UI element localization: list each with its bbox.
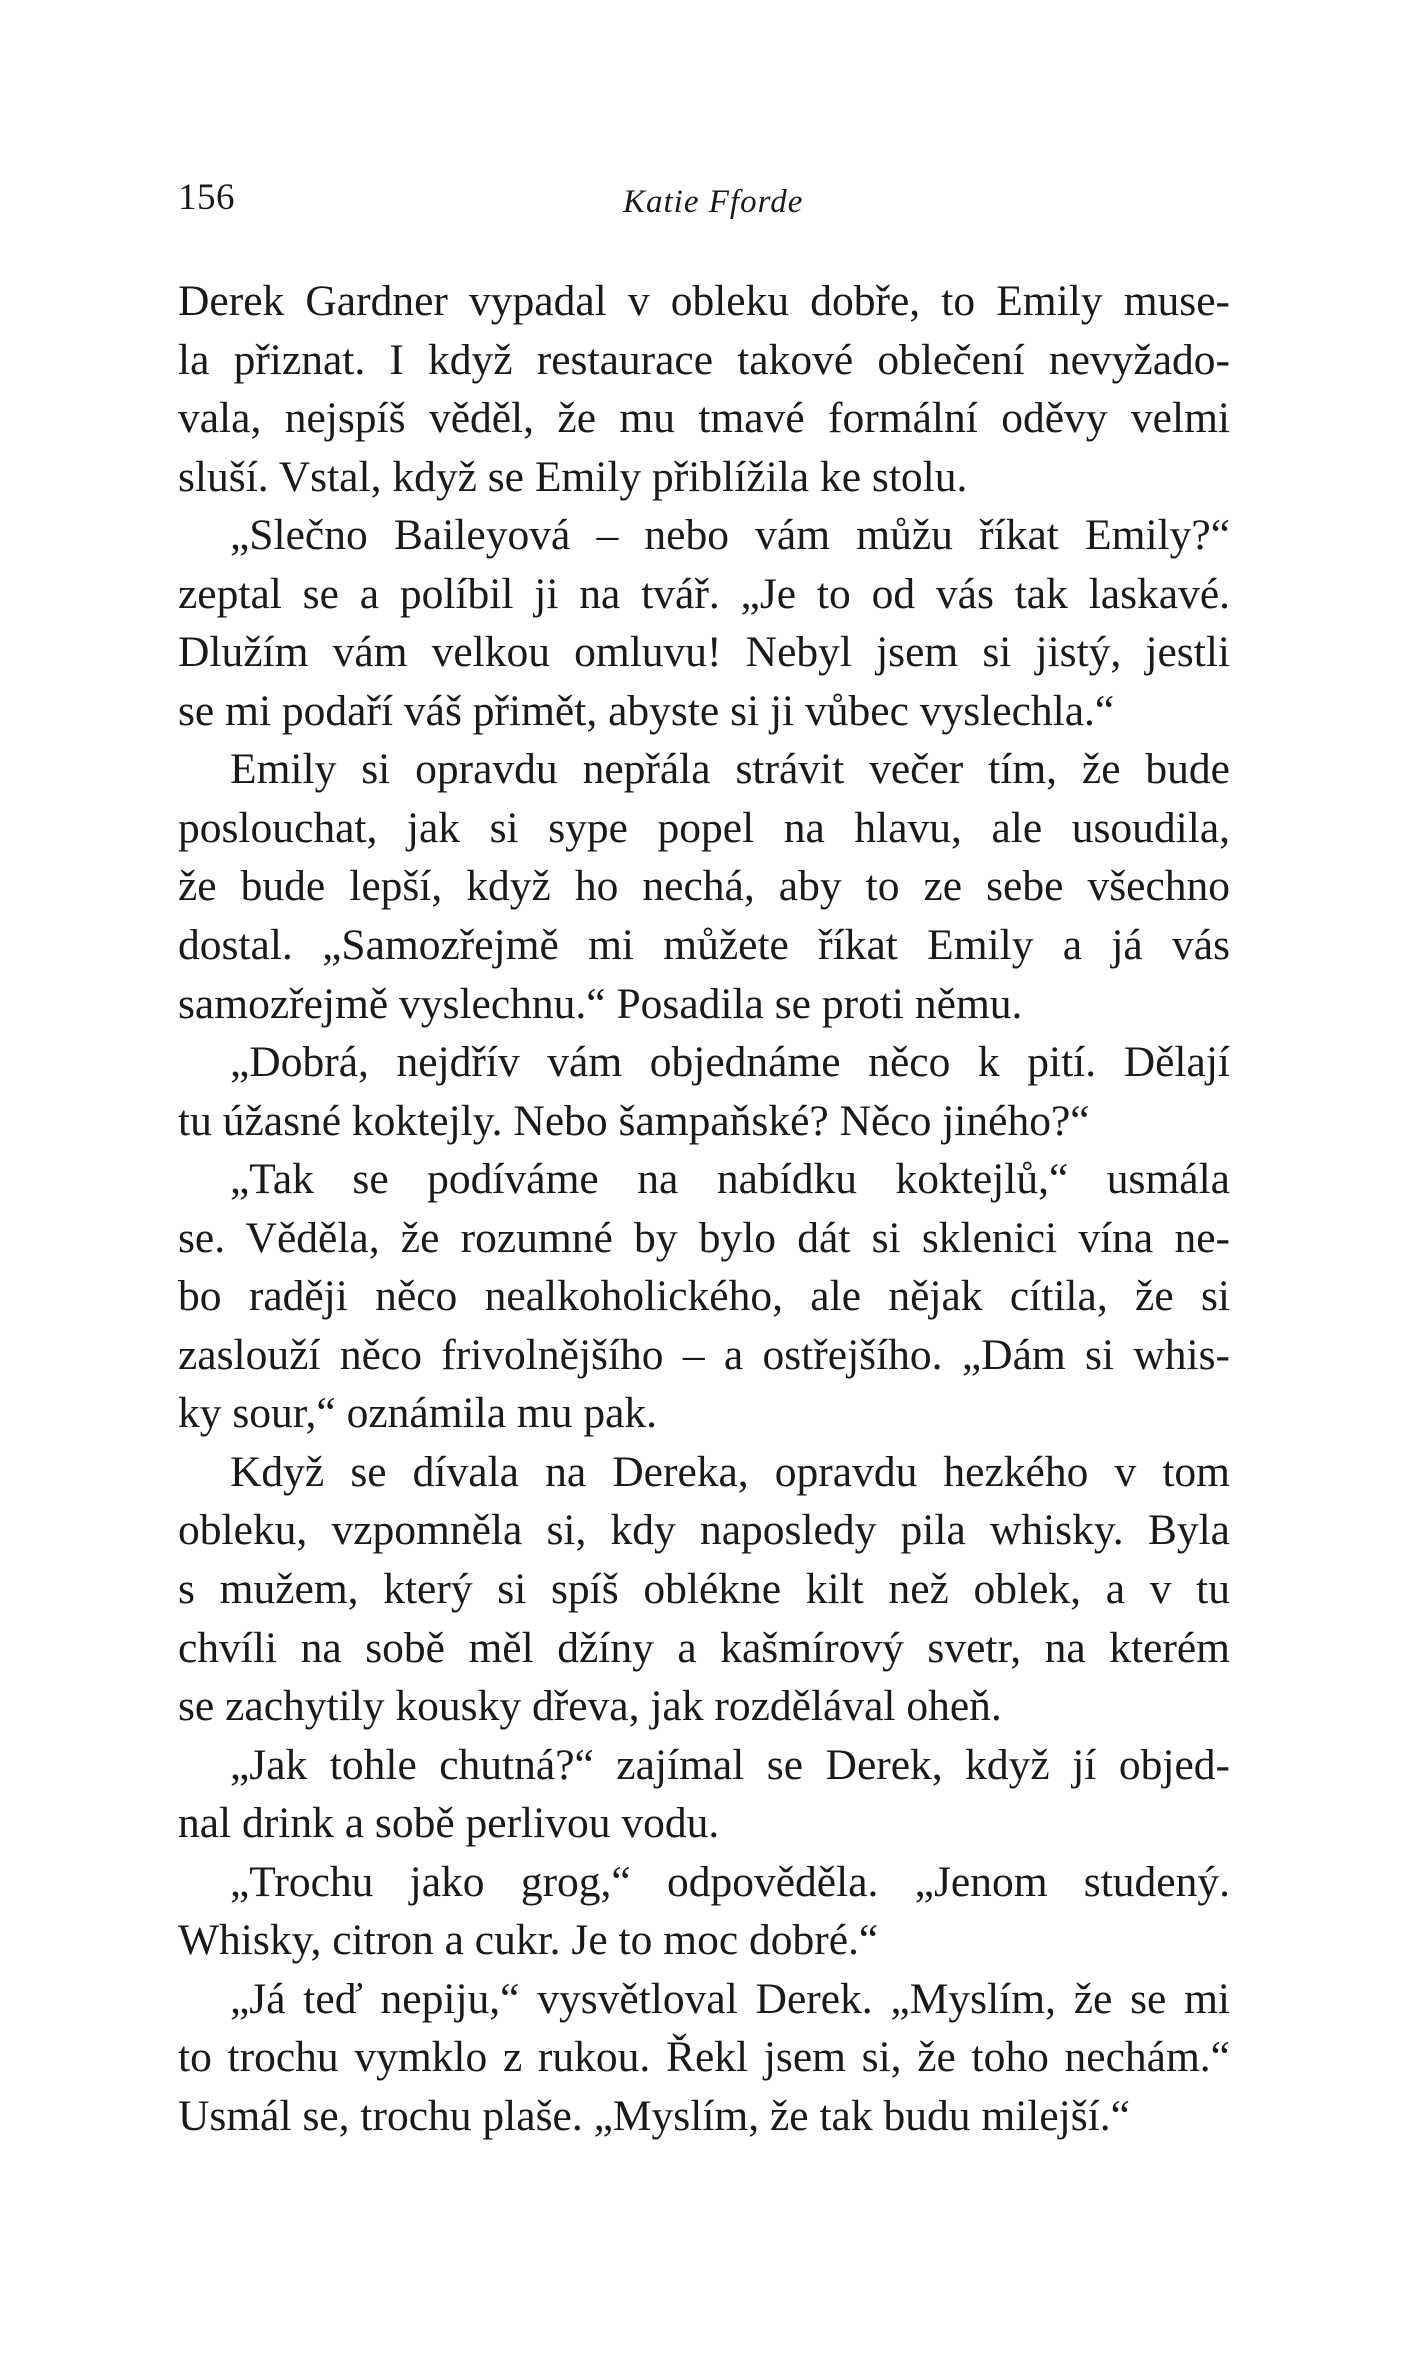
text-line: „Tak se podíváme na nabídku koktejlů,“ usmála	[230, 1155, 1230, 1204]
text-line: zeptal se a políbil ji na tvář. „Je to od vás tak laskavé.	[178, 569, 1230, 618]
page-number: 156	[178, 177, 235, 218]
text-line: obleku, vzpomněla si, kdy naposledy pila whisky. Byla	[178, 1506, 1230, 1555]
page-header	[178, 168, 1258, 228]
text-line: Derek Gardner vypadal v obleku dobře, to Emily muse-	[178, 277, 1230, 325]
text-line: poslouchat, jak si sype popel na hlavu, ale usoudila,	[178, 803, 1230, 852]
text-line: „Trochu jako grog,“ odpověděla. „Jenom studený.	[230, 1857, 1230, 1906]
text-line: Když se dívala na Dereka, opravdu hezkého v tom	[230, 1447, 1230, 1496]
text-line: nal drink a sobě perlivou vodu.	[178, 1799, 720, 1848]
text-line: „Dobrá, nejdřív vám objednáme něco k pití. Dělají	[230, 1038, 1230, 1087]
text-line: vala, nejspíš věděl, že mu tmavé formální oděvy velmi	[178, 394, 1230, 443]
text-line: dostal. „Samozřejmě mi můžete říkat Emily a já vás	[178, 921, 1230, 970]
text-line: s mužem, který si spíš oblékne kilt než oblek, a v tu	[178, 1565, 1230, 1614]
text-line: „Já teď nepiju,“ vysvětloval Derek. „Myslím, že se mi	[230, 1974, 1230, 2023]
text-line: la přiznat. I když restaurace takové oblečení nevyžado-	[178, 335, 1230, 384]
running-head-author: Katie Fforde	[623, 184, 804, 220]
text-line: se. Věděla, že rozumné by bylo dát si sklenici vína ne-	[178, 1213, 1230, 1262]
text-line: samozřejmě vyslechnu.“ Posadila se proti němu.	[178, 979, 1023, 1028]
text-line: bo raději něco nealkoholického, ale nějak cítila, že si	[178, 1272, 1230, 1321]
text-line: že bude lepší, když ho nechá, aby to ze sebe všechno	[178, 862, 1230, 911]
text-line: Dlužím vám velkou omluvu! Nebyl jsem si jistý, jestli	[178, 628, 1230, 677]
text-line: tu úžasné koktejly. Nebo šampaňské? Něco jiného?“	[178, 1096, 1090, 1145]
text-line: se zachytily kousky dřeva, jak rozdělával oheň.	[178, 1682, 1002, 1731]
text-line: zaslouží něco frivolnějšího – a ostřejšího. „Dám si whis-	[178, 1330, 1230, 1379]
text-line: se mi podaří váš přimět, abyste si ji vůbec vyslechla.“	[178, 686, 1115, 735]
text-line: Whisky, citron a cukr. Je to moc dobré.“	[178, 1916, 879, 1965]
body-text	[178, 272, 1230, 2146]
text-line: to trochu vymklo z rukou. Řekl jsem si, že toho nechám.“	[178, 2033, 1230, 2082]
text-line: sluší. Vstal, když se Emily přiblížila ke stolu.	[178, 452, 968, 501]
text-line: „Jak tohle chutná?“ zajímal se Derek, když jí objed-	[230, 1740, 1230, 1789]
text-line: Emily si opravdu nepřála strávit večer tím, že bude	[230, 745, 1230, 794]
text-line: chvíli na sobě měl džíny a kašmírový svetr, na kterém	[178, 1623, 1230, 1672]
text-line: „Slečno Baileyová – nebo vám můžu říkat Emily?“	[230, 511, 1230, 560]
text-line: Usmál se, trochu plaše. „Myslím, že tak budu milejší.“	[178, 2091, 1130, 2140]
text-line: ky sour,“ oznámila mu pak.	[178, 1389, 658, 1438]
